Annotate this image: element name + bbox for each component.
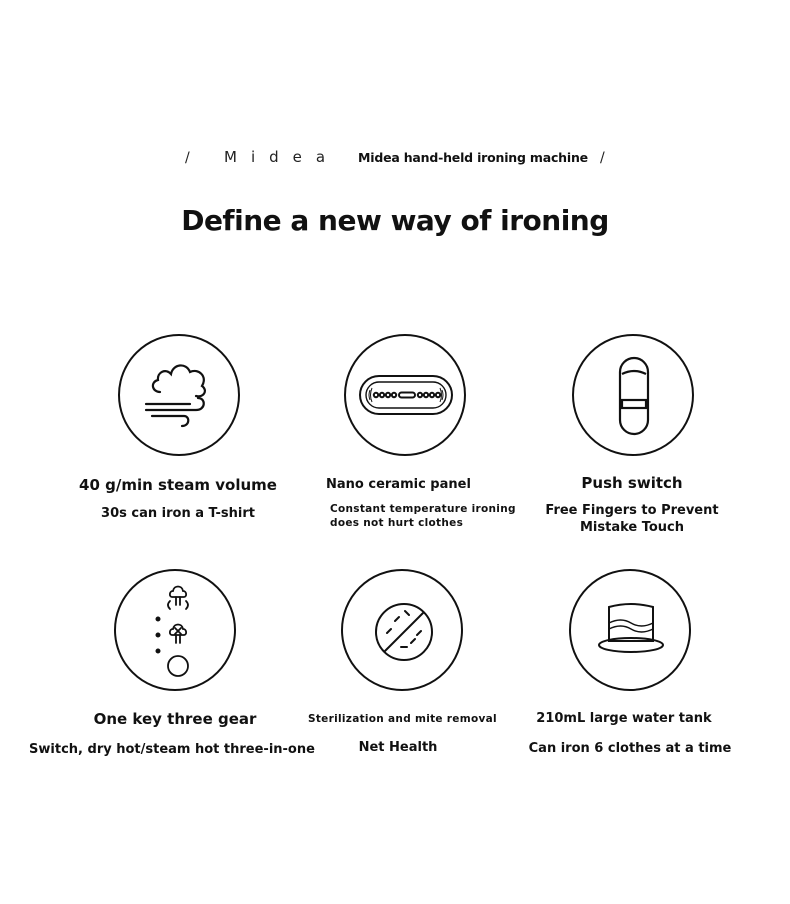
page-title: Define a new way of ironing <box>181 204 609 237</box>
feature-icon-circle <box>114 569 236 691</box>
steam-cloud-icon <box>120 336 238 454</box>
push-switch-icon <box>574 336 692 454</box>
sterilization-icon <box>343 571 461 689</box>
feature-icon-circle <box>572 334 694 456</box>
slash-right: / <box>600 150 605 166</box>
brand-name: Midea <box>224 148 340 166</box>
feature-icon-circle <box>344 334 466 456</box>
feature-title: 40 g/min steam volume <box>79 476 277 494</box>
water-tank-icon <box>571 571 689 689</box>
feature-title: One key three gear <box>93 710 257 728</box>
slash-left: / <box>185 150 190 166</box>
feature-desc: Free Fingers to Prevent Mistake Touch <box>545 503 719 535</box>
feature-title: 210mL large water tank <box>536 711 712 726</box>
feature-desc: Can iron 6 clothes at a time <box>528 741 732 756</box>
feature-icon-circle <box>569 569 691 691</box>
feature-title: Sterilization and mite removal <box>308 713 497 725</box>
feature-desc: Net Health <box>358 740 438 755</box>
feature-title: Nano ceramic panel <box>326 477 471 492</box>
three-gear-icon <box>116 571 234 689</box>
feature-desc: 30s can iron a T-shirt <box>101 506 255 521</box>
ceramic-panel-icon <box>346 336 464 454</box>
header-tagline <box>0 146 790 174</box>
product-name: Midea hand-held ironing machine <box>358 150 588 165</box>
feature-icon-circle <box>118 334 240 456</box>
feature-title: Push switch <box>581 474 683 492</box>
feature-desc: Constant temperature ironing does not hurt clothes <box>330 503 516 529</box>
feature-desc: Switch, dry hot/steam hot three-in-one <box>29 742 315 757</box>
feature-icon-circle <box>341 569 463 691</box>
